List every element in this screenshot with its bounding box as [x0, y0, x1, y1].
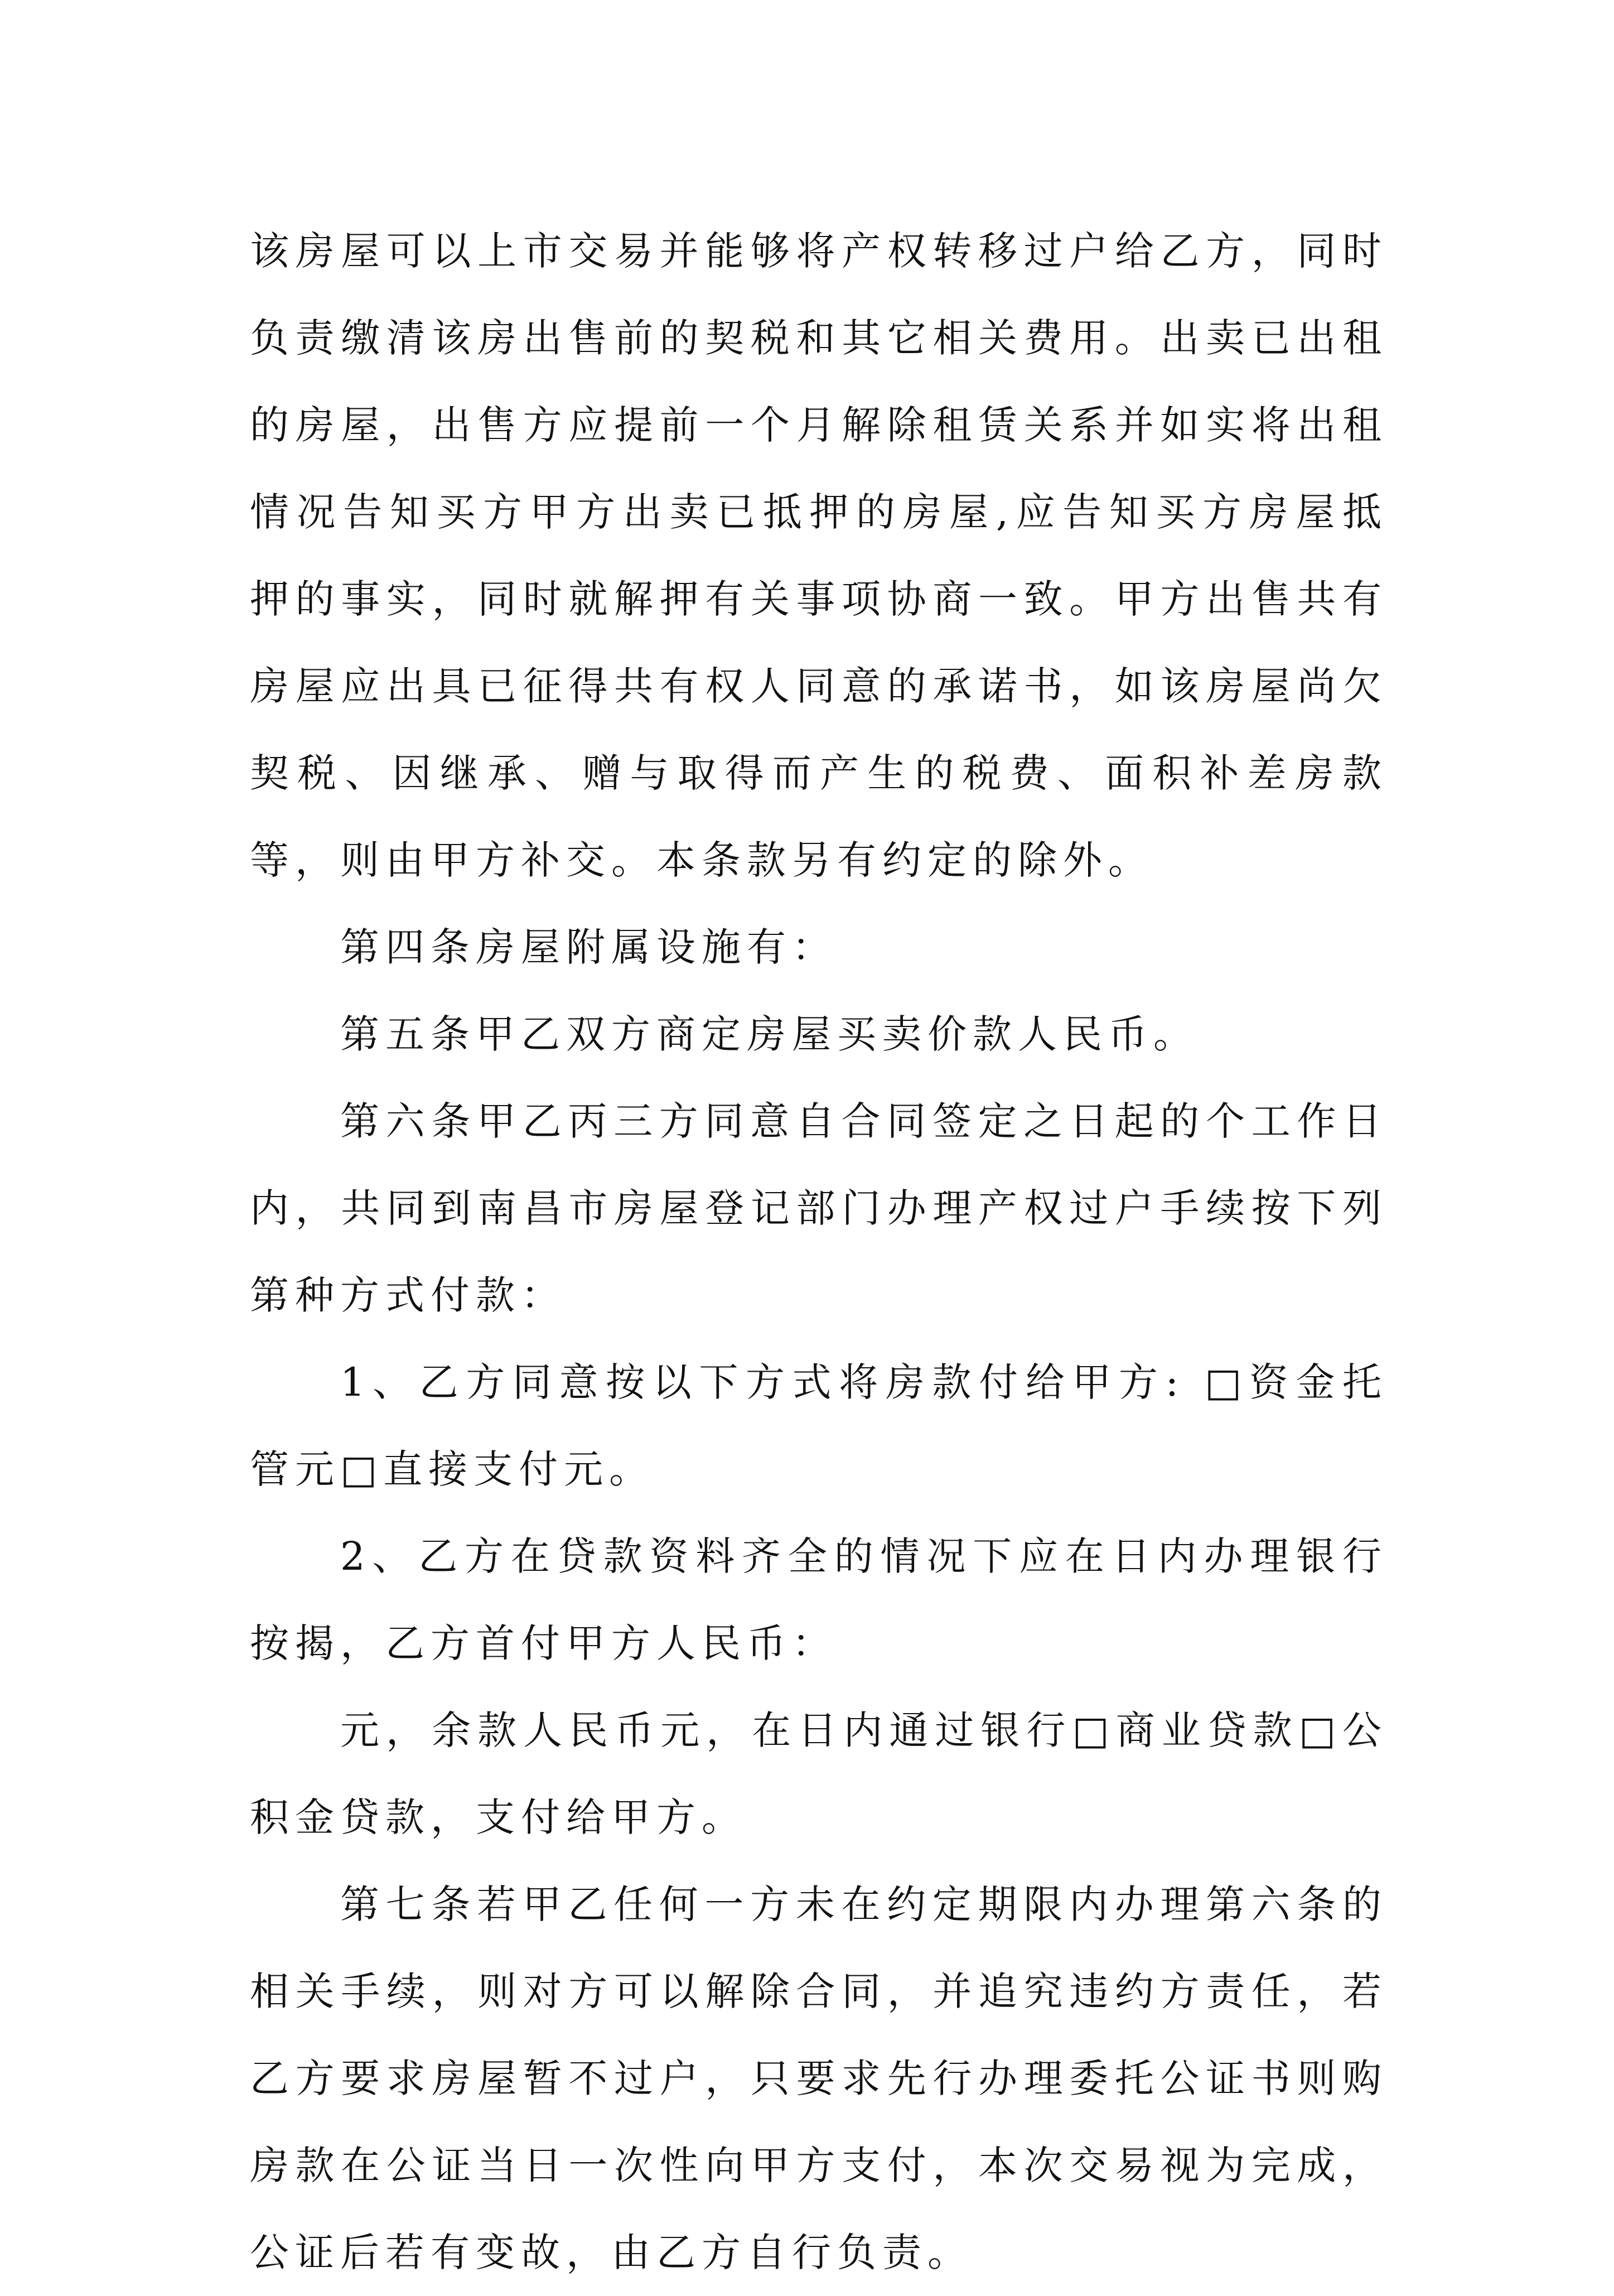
paragraph-article-4: 第四条房屋附属设施有：	[340, 924, 837, 970]
paragraph-loan-balance: 元，余款人民币元，在日内通过银行□商业贷款□公积金贷款，支付给甲方。	[250, 1707, 1388, 1840]
paragraph-article-6: 第六条甲乙丙三方同意自合同签定之日起的个工作日内，共同到南昌市房屋登记部门办理产权过户手续按下列第种方式付款：	[250, 1098, 1388, 1318]
paragraph-article-5: 第五条甲乙双方商定房屋买卖价款人民币。	[340, 1011, 1199, 1057]
paragraph-payment-option-2: 2、乙方在贷款资料齐全的情况下应在日内办理银行按揭，乙方首付甲方人民币：	[250, 1533, 1388, 1666]
contract-body	[250, 208, 1388, 2296]
paragraph-payment-option-1: 1、乙方同意按以下方式将房款付给甲方: □资金托管元□直接支付元。	[250, 1359, 1388, 1492]
paragraph-property-transfer: 该房屋可以上市交易并能够将产权转移过户给乙方，同时负责缴清该房出售前的契税和其它相关费用。出卖已出租的房屋，出售方应提前一个月解除租赁关系并如实将出租情况告知买方甲方出卖已抵押的房屋,应告知买方房屋抵押的事实，同时就解押有关事项协商一致。甲方出售共有房屋应出具已征得共有权人同意的承诺书，如该房屋尚欠契税、因继承、赠与取得而产生的税费、面积补差房款等，则由甲方补交。本条款另有约定的除外。	[250, 228, 1388, 883]
paragraph-article-7: 第七条若甲乙任何一方未在约定期限内办理第六条的相关手续，则对方可以解除合同，并追究违约方责任，若乙方要求房屋暂不过户，只要求先行办理委托公证书则购房款在公证当日一次性向甲方支付，本次交易视为完成，公证后若有变故，由乙方自行负责。	[250, 1882, 1388, 2275]
